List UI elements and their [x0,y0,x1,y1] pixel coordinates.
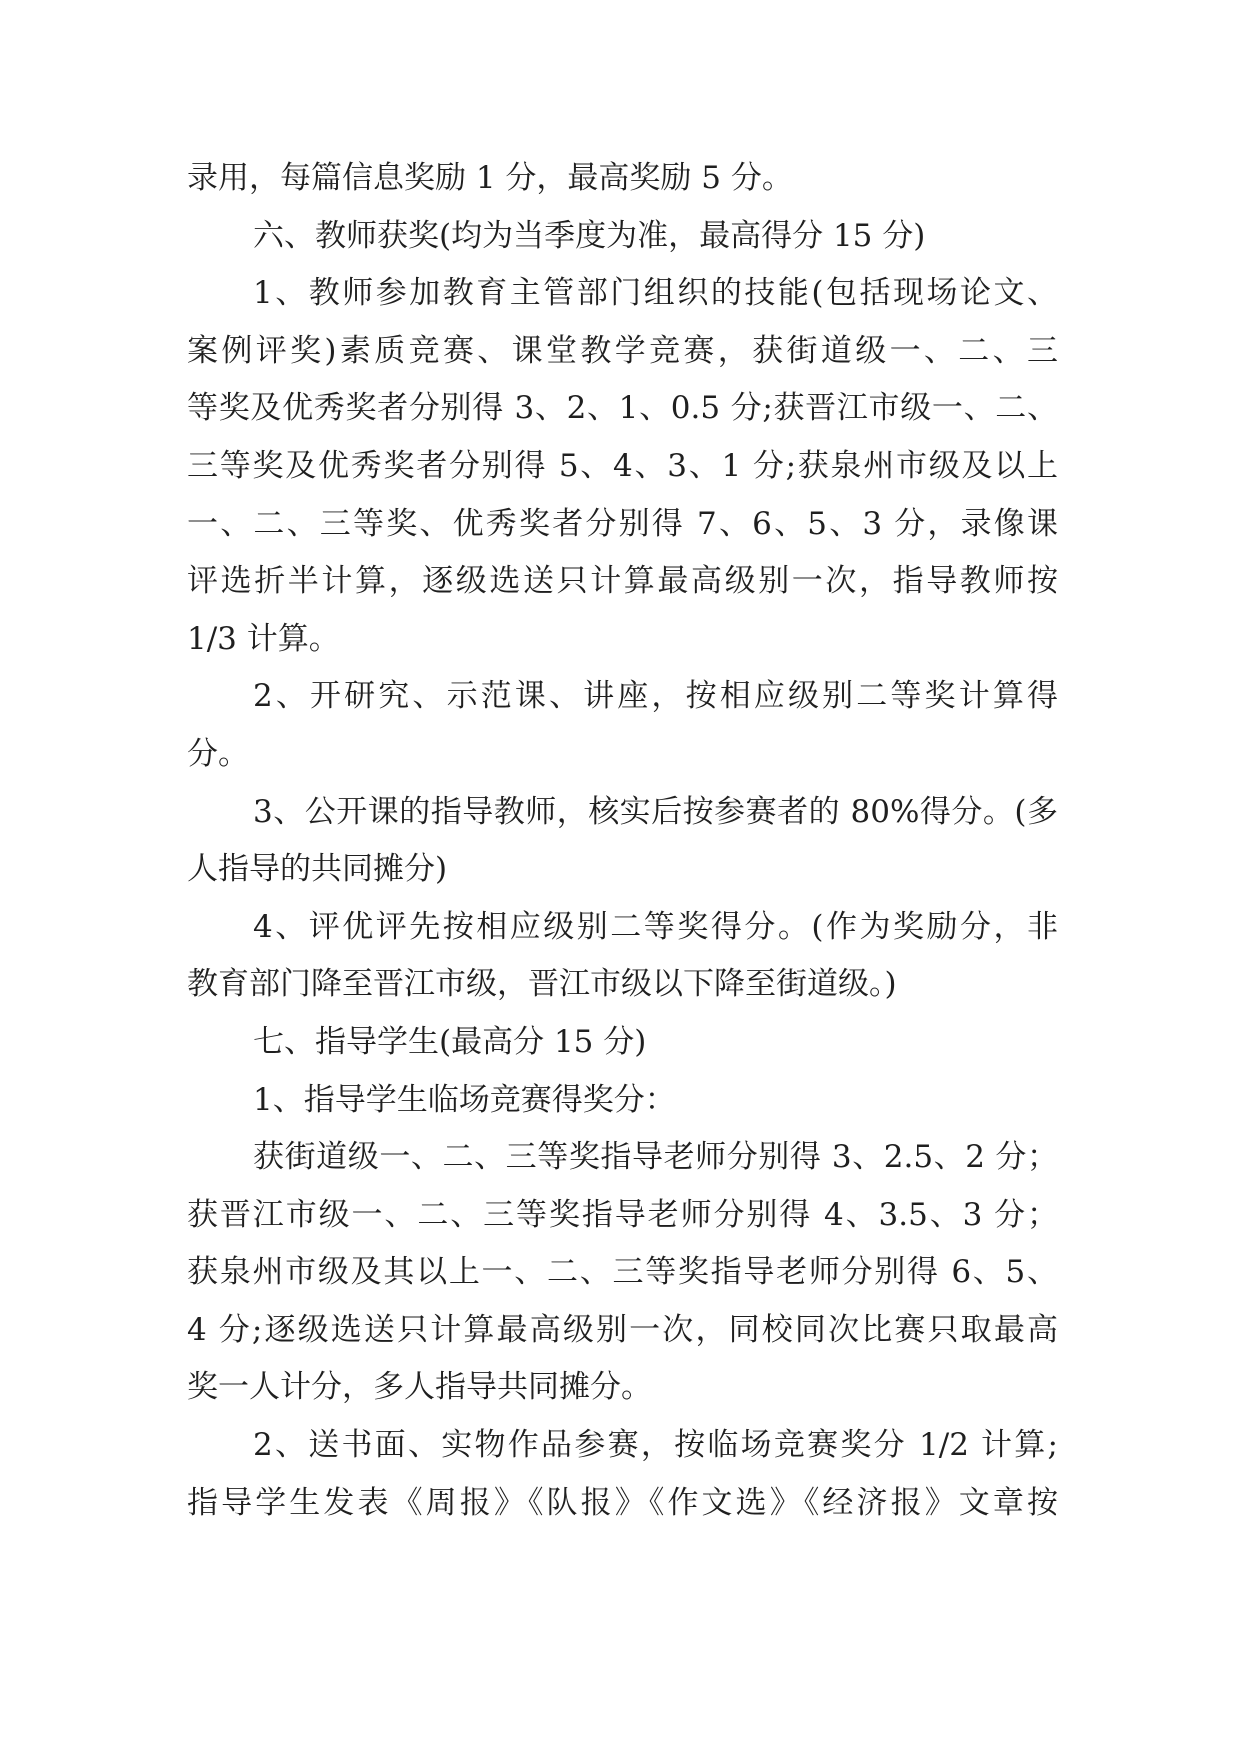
text-line: 教育部门降至晋江市级，晋江市级以下降至街道级。) [187,966,897,1003]
paragraph [187,150,1058,208]
paragraph [187,899,1058,1014]
paragraph [187,668,1058,783]
text-line: 获泉州市级及其以上一、二、三等奖指导老师分别得 6、5、 [187,1254,1058,1291]
text-line: 七、指导学生(最高分 15 分) [253,1023,647,1060]
document-body [187,150,1058,1532]
text-line: 三等奖及优秀奖者分别得 5、4、3、1 分;获泉州市级及以上 [187,447,1058,484]
text-line: 一、二、三等奖、优秀奖者分别得 7、6、5、3 分，录像课 [187,505,1058,542]
text-line: 4 分;逐级选送只计算最高级别一次，同校同次比赛只取最高 [187,1311,1058,1348]
text-line: 评选折半计算，逐级选送只计算最高级别一次，指导教师按 [187,563,1058,600]
text-line: 录用，每篇信息奖励 1 分，最高奖励 5 分。 [187,160,793,196]
text-line: 获晋江市级一、二、三等奖指导老师分别得 4、3.5、3 分； [187,1196,1058,1233]
text-line: 人指导的共同摊分) [187,851,448,888]
text-line: 分。 [187,735,249,772]
text-line: 1、教师参加教育主管部门组织的技能(包括现场论文、 [253,275,1058,312]
text-line: 4、评优评先按相应级别二等奖得分。(作为奖励分，非 [253,908,1058,945]
text-line: 2、送书面、实物作品参赛，按临场竞赛奖分 1/2 计算; [253,1427,1058,1464]
text-line: 六、教师获奖(均为当季度为准，最高得分 15 分) [253,217,926,254]
text-line: 指导学生发表《周报》《队报》《作文选》《经济报》文章按 [187,1484,1058,1521]
text-line: 3、公开课的指导教师，核实后按参赛者的 80%得分。(多 [253,793,1058,830]
text-line: 2、开研究、示范课、讲座，按相应级别二等奖计算得 [253,678,1058,715]
paragraph [187,1417,1058,1532]
paragraph [187,265,1058,668]
text-line: 获街道级一、二、三等奖指导老师分别得 3、2.5、2 分； [253,1139,1058,1176]
section-heading [187,1014,1058,1072]
text-line: 1/3 计算。 [187,620,340,657]
paragraph [187,784,1058,899]
text-line: 等奖及优秀奖者分别得 3、2、1、0.5 分;获晋江市级一、二、 [187,390,1058,427]
paragraph [187,1072,1058,1130]
text-line: 1、指导学生临场竞赛得奖分： [253,1081,676,1118]
text-line: 案例评奖)素质竞赛、课堂教学竞赛，获街道级一、二、三 [187,332,1058,369]
paragraph [187,1129,1058,1417]
section-heading [187,208,1058,266]
text-line: 奖一人计分，多人指导共同摊分。 [187,1369,652,1406]
